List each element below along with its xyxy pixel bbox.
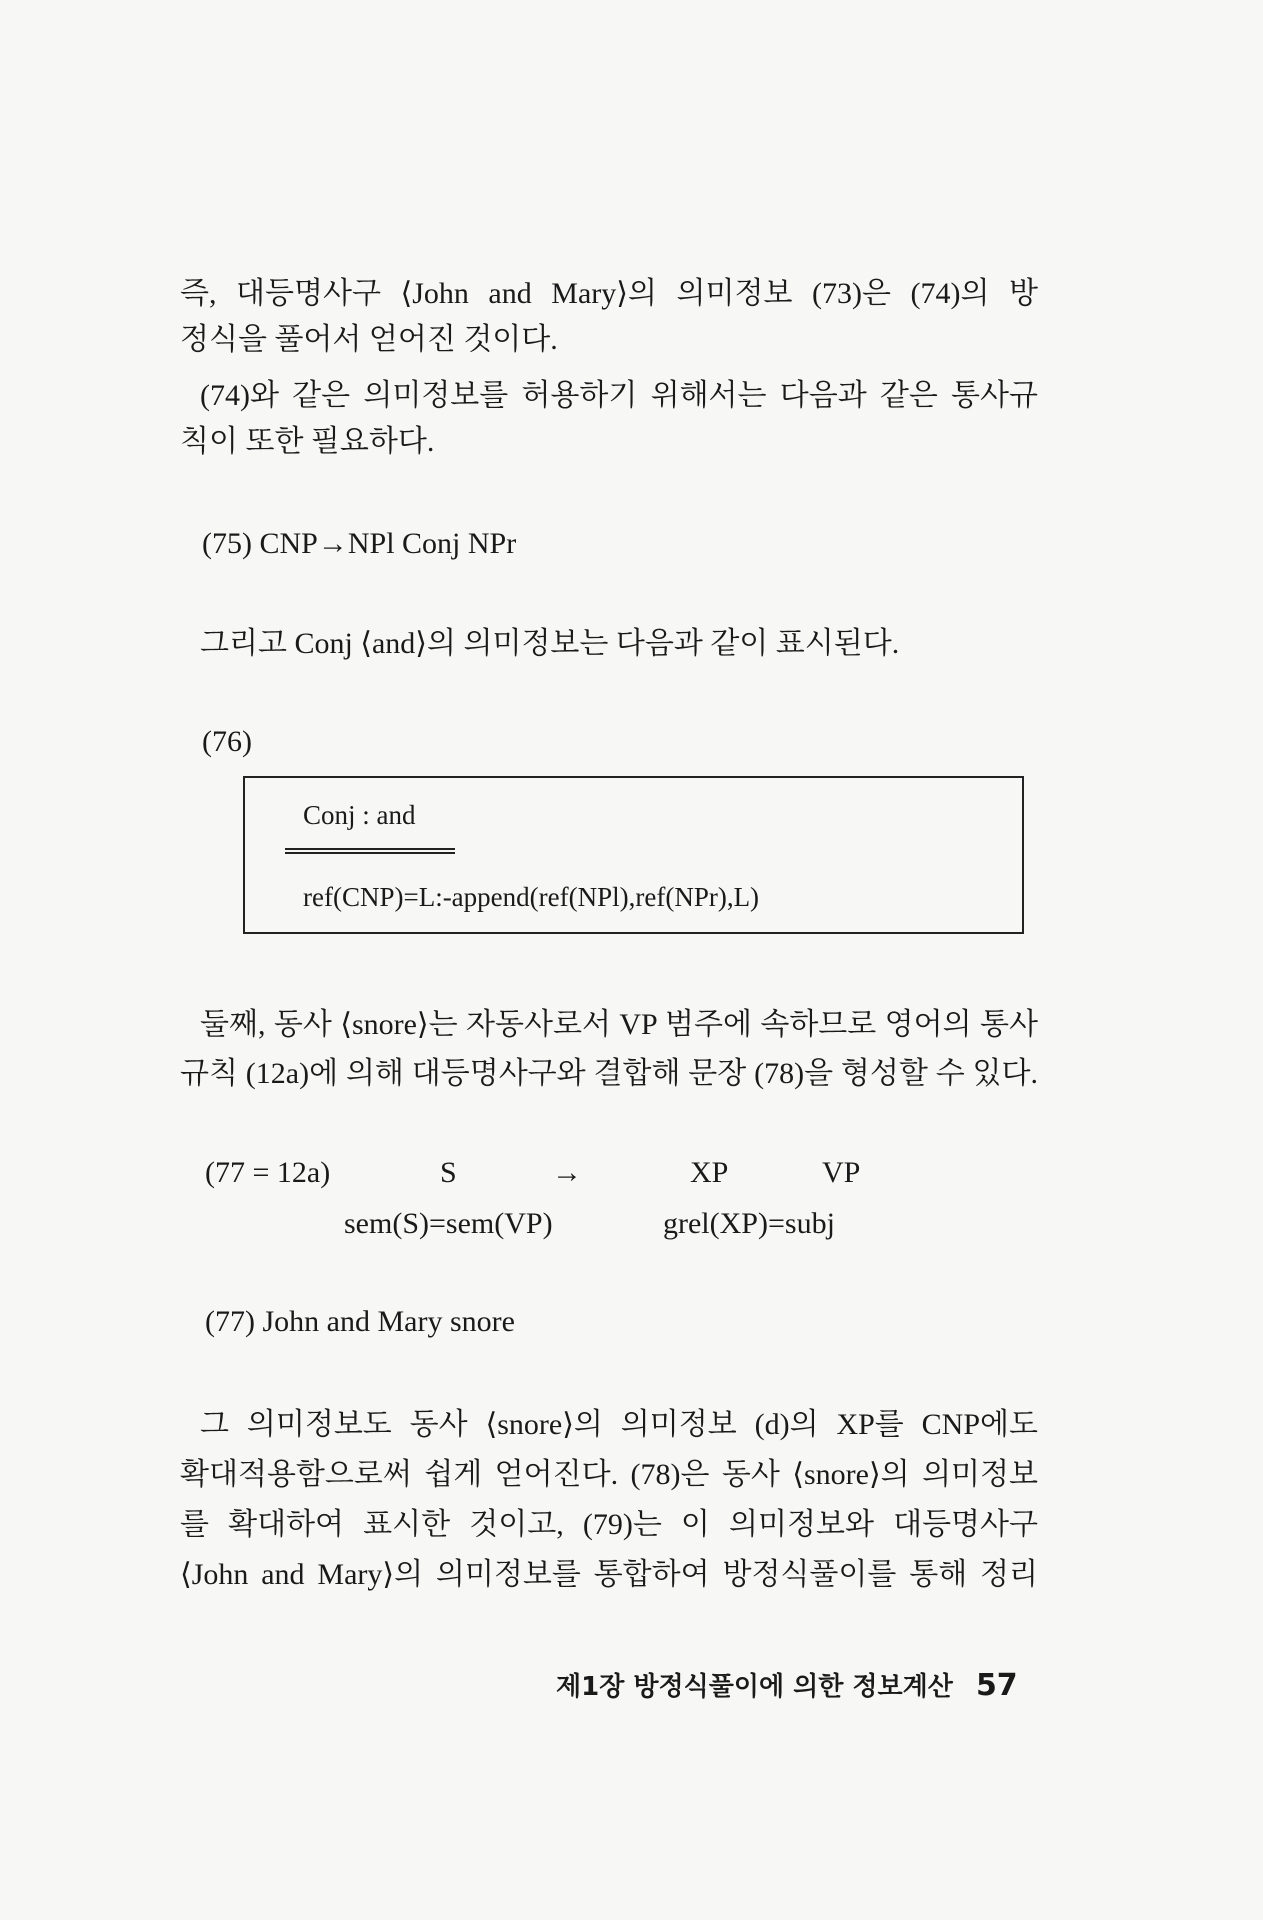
paragraph-4-line-1: 둘째, 동사 ⟨snore⟩는 자동사로서 VP 범주에 속하므로 영어의 통사 [200, 1008, 1038, 1041]
box-formula: ref(CNP)=L:-append(ref(NPl),ref(NPr),L) [303, 882, 760, 912]
rule-77-equation-1: sem(S)=sem(VP) [344, 1207, 553, 1240]
box-header: Conj : and [303, 800, 416, 830]
paragraph-4-line-2: 규칙 (12a)에 의해 대등명사구와 결합해 문장 (78)을 형성할 수 있다. [180, 1057, 1038, 1090]
paragraph-5-line-2: 확대적용함으로써 쉽게 얻어진다. (78)은 동사 ⟨snore⟩의 의미정보 [180, 1458, 1038, 1491]
rule-77-lhs: S [440, 1156, 457, 1189]
example-77-sentence: (77) John and Mary snore [205, 1305, 515, 1338]
rule-77-rhs-vp: VP [822, 1156, 861, 1189]
example-76-label: (76) [202, 725, 252, 758]
rule-77-arrow: → [552, 1156, 582, 1189]
paragraph-5-line-1: 그 의미정보도 동사 ⟨snore⟩의 의미정보 (d)의 XP를 CNP에도 [200, 1408, 1038, 1441]
double-rule-divider [285, 848, 455, 854]
paragraph-2-line-2: 칙이 또한 필요하다. [180, 425, 435, 458]
paragraph-3: 그리고 Conj ⟨and⟩의 의미정보는 다음과 같이 표시된다. [200, 627, 900, 660]
paragraph-5-line-3: 를 확대하여 표시한 것이고, (79)는 이 의미정보와 대등명사구 [180, 1508, 1038, 1541]
rule-77-equation-2: grel(XP)=subj [663, 1207, 835, 1240]
paragraph-1-line-1: 즉, 대등명사구 ⟨John and Mary⟩의 의미정보 (73)은 (74)의 방 [180, 277, 1038, 310]
paragraph-2-line-1: (74)와 같은 의미정보를 허용하기 위해서는 다음과 같은 통사규 [200, 379, 1038, 412]
footer-chapter-title: 제1장 방정식풀이에 의한 정보계산 [556, 1672, 953, 1702]
paragraph-5-line-4: ⟨John and Mary⟩의 의미정보를 통합하여 방정식풀이를 통해 정리 [180, 1558, 1038, 1591]
page-number: 57 [975, 1668, 1018, 1703]
rule-77-label: (77 = 12a) [205, 1156, 331, 1189]
rule-75: (75) CNP→NPl Conj NPr [202, 527, 517, 560]
running-footer [556, 1666, 1018, 1703]
rule-77-rhs-xp: XP [690, 1156, 729, 1189]
paragraph-1-line-2: 정식을 풀어서 얻어진 것이다. [180, 323, 558, 356]
